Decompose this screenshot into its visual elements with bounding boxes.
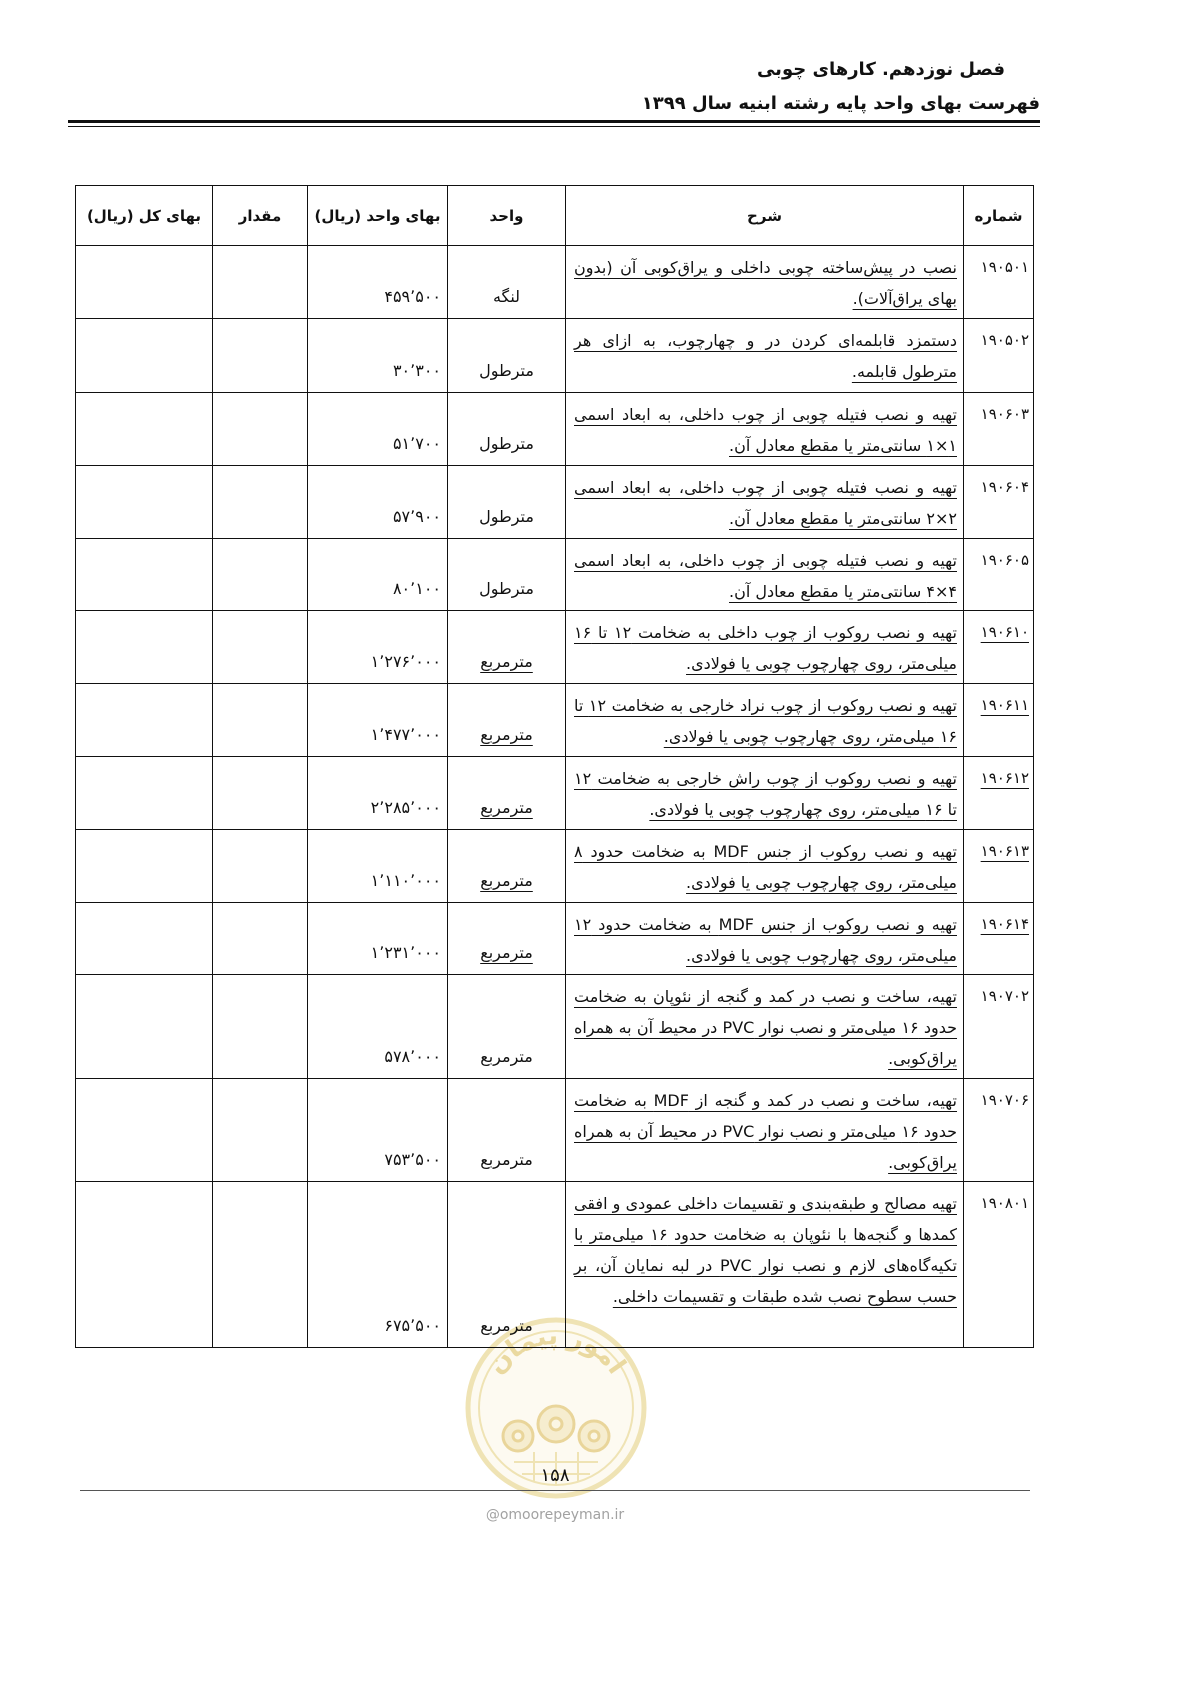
unit-price-cell	[308, 539, 448, 611]
unit-cell	[448, 1182, 566, 1348]
unit-price-text: ۱٬۱۱۰٬۰۰۰	[370, 871, 441, 890]
unit-price-text: ۸۰٬۱۰۰	[392, 579, 441, 598]
quantity-cell	[213, 684, 308, 757]
table-row	[76, 319, 1034, 393]
unit-price-text: ۳۰٬۳۰۰	[392, 361, 441, 380]
unit-price-text: ۱٬۲۳۱٬۰۰۰	[370, 943, 441, 962]
item-code-cell	[964, 757, 1034, 830]
description-cell	[566, 539, 964, 611]
table-row	[76, 757, 1034, 830]
description-text: تهیه و نصب روکوب از چوب راش خارجی به ضخامت ۱۲ تا ۱۶ میلی‌متر، روی چهارچوب چوبی یا فولادی.	[574, 769, 957, 819]
price-table	[75, 185, 1034, 1348]
item-code: ۱۹۰۸۰۱	[980, 1194, 1029, 1212]
description-cell	[566, 1182, 964, 1348]
quantity-cell	[213, 903, 308, 975]
total-price-cell	[76, 830, 213, 903]
table-row	[76, 393, 1034, 466]
unit-price-text: ۷۵۳٬۵۰۰	[384, 1150, 441, 1169]
description-cell	[566, 611, 964, 684]
unit-cell	[448, 611, 566, 684]
unit-price-cell	[308, 975, 448, 1079]
column-header-code: شماره	[964, 186, 1034, 246]
unit-price-text: ۲٬۲۸۵٬۰۰۰	[370, 798, 441, 817]
unit-price-cell	[308, 830, 448, 903]
item-code: ۱۹۰۶۰۴	[980, 478, 1029, 496]
column-header-quantity: مقدار	[213, 186, 308, 246]
total-price-cell	[76, 903, 213, 975]
unit-cell	[448, 466, 566, 539]
column-header-description: شرح	[566, 186, 964, 246]
unit-text: مترمربع	[480, 652, 533, 671]
quantity-cell	[213, 757, 308, 830]
column-header-total-price: بهای کل (ریال)	[76, 186, 213, 246]
item-code: ۱۹۰۶۱۲	[980, 769, 1029, 787]
chapter-title: فصل نوزدهم. کارهای چوبی	[756, 59, 1005, 80]
total-price-cell	[76, 757, 213, 830]
quantity-cell	[213, 466, 308, 539]
quantity-cell	[213, 1079, 308, 1182]
description-cell	[566, 1079, 964, 1182]
unit-text: مترمربع	[480, 871, 533, 890]
description-cell	[566, 393, 964, 466]
unit-price-cell	[308, 319, 448, 393]
description-cell	[566, 757, 964, 830]
unit-price-cell	[308, 611, 448, 684]
item-code-cell	[964, 975, 1034, 1079]
unit-text: مترطول	[479, 434, 534, 453]
unit-price-text: ۵۷۸٬۰۰۰	[384, 1047, 441, 1066]
description-cell	[566, 319, 964, 393]
total-price-cell	[76, 319, 213, 393]
table-row	[76, 1079, 1034, 1182]
item-code-cell	[964, 903, 1034, 975]
unit-price-text: ۱٬۲۷۶٬۰۰۰	[370, 652, 441, 671]
unit-cell	[448, 1079, 566, 1182]
item-code-cell	[964, 319, 1034, 393]
footer-page-number: ۱۵۸	[540, 1465, 570, 1486]
description-text: تهیه و نصب فتیله چوبی از چوب داخلی، به ابعاد اسمی ۱×۱ سانتی‌متر یا مقطع معادل آن.	[574, 405, 957, 455]
quantity-cell	[213, 830, 308, 903]
unit-price-cell	[308, 1182, 448, 1348]
unit-cell	[448, 975, 566, 1079]
unit-cell	[448, 830, 566, 903]
table-row	[76, 1182, 1034, 1348]
description-cell	[566, 466, 964, 539]
price-list-title: فهرست بهای واحد پایه رشته ابنیه سال ۱۳۹۹	[641, 93, 1040, 114]
header-rule-thin	[68, 126, 1040, 127]
seal-text-path: امور پیمان	[481, 1320, 632, 1380]
table-row	[76, 903, 1034, 975]
unit-cell	[448, 757, 566, 830]
item-code: ۱۹۰۶۱۳	[980, 842, 1029, 860]
description-cell	[566, 246, 964, 319]
description-cell	[566, 975, 964, 1079]
total-price-cell	[76, 539, 213, 611]
unit-text: لنگه	[492, 287, 521, 306]
description-cell	[566, 830, 964, 903]
unit-text: مترمربع	[480, 943, 533, 962]
quantity-cell	[213, 539, 308, 611]
table-row	[76, 684, 1034, 757]
table-row	[76, 830, 1034, 903]
item-code: ۱۹۰۶۱۴	[980, 915, 1029, 933]
header-rule-thick	[68, 120, 1040, 123]
unit-text: مترطول	[479, 507, 534, 526]
table-row	[76, 539, 1034, 611]
item-code-cell	[964, 539, 1034, 611]
item-code-cell	[964, 1182, 1034, 1348]
description-cell	[566, 684, 964, 757]
item-code: ۱۹۰۶۰۳	[980, 405, 1029, 423]
unit-text: مترمربع	[480, 798, 533, 817]
table-row	[76, 466, 1034, 539]
table-body	[76, 246, 1034, 1348]
item-code-cell	[964, 611, 1034, 684]
table-row	[76, 975, 1034, 1079]
unit-cell	[448, 684, 566, 757]
unit-price-text: ۵۷٬۹۰۰	[392, 507, 441, 526]
description-text: تهیه و نصب فتیله چوبی از چوب داخلی، به ابعاد اسمی ۴×۴ سانتی‌متر یا مقطع معادل آن.	[574, 551, 957, 601]
quantity-cell	[213, 393, 308, 466]
unit-text: مترمربع	[480, 1150, 533, 1169]
quantity-cell	[213, 975, 308, 1079]
total-price-cell	[76, 466, 213, 539]
total-price-cell	[76, 611, 213, 684]
unit-price-cell	[308, 466, 448, 539]
description-text: تهیه و نصب روکوب از جنس MDF به ضخامت حدود ۱۲ میلی‌متر، روی چهارچوب چوبی یا فولادی.	[574, 915, 957, 965]
table-header-row	[76, 186, 1034, 246]
description-text: تهیه و نصب روکوب از چوب داخلی به ضخامت ۱۲ تا ۱۶ میلی‌متر، روی چهارچوب چوبی یا فولادی.	[574, 623, 957, 673]
total-price-cell	[76, 1079, 213, 1182]
total-price-cell	[76, 975, 213, 1079]
unit-price-cell	[308, 684, 448, 757]
description-text: دستمزد قابلمه‌ای کردن در و چهارچوب، به ازای هر مترطول قابلمه.	[574, 331, 957, 381]
total-price-cell	[76, 246, 213, 319]
total-price-cell	[76, 684, 213, 757]
item-code-cell	[964, 1079, 1034, 1182]
unit-cell	[448, 319, 566, 393]
item-code-cell	[964, 393, 1034, 466]
item-code-cell	[964, 830, 1034, 903]
unit-cell	[448, 903, 566, 975]
unit-text: مترطول	[479, 361, 534, 380]
unit-price-cell	[308, 393, 448, 466]
item-code: ۱۹۰۵۰۱	[980, 258, 1029, 276]
quantity-cell	[213, 1182, 308, 1348]
unit-price-text: ۱٬۴۷۷٬۰۰۰	[370, 725, 441, 744]
table-row	[76, 611, 1034, 684]
quantity-cell	[213, 611, 308, 684]
unit-cell	[448, 539, 566, 611]
unit-cell	[448, 246, 566, 319]
unit-price-cell	[308, 757, 448, 830]
column-header-unit-price: بهای واحد (ریال)	[308, 186, 448, 246]
quantity-cell	[213, 246, 308, 319]
column-header-unit: واحد	[448, 186, 566, 246]
total-price-cell	[76, 1182, 213, 1348]
unit-price-text: ۴۵۹٬۵۰۰	[384, 287, 441, 306]
unit-cell	[448, 393, 566, 466]
unit-text: مترمربع	[480, 1047, 533, 1066]
item-code: ۱۹۰۷۰۶	[980, 1091, 1029, 1109]
item-code: ۱۹۰۶۱۰	[980, 623, 1029, 641]
description-cell	[566, 903, 964, 975]
unit-price-cell	[308, 1079, 448, 1182]
footer-rule	[80, 1490, 1030, 1491]
unit-text: مترمربع	[480, 725, 533, 744]
total-price-cell	[76, 393, 213, 466]
description-text: تهیه مصالح و طبقه‌بندی و تقسیمات داخلی عمودی و افقی کمدها و گنجه‌ها با نئوپان به ضخامت حدود ۱۶ میلی‌متر با تکیه‌گاه‌های لازم و نصب نوار PVC در لبه نمایان آن، بر حسب سطوح نصب شده طبقات و تقسیمات داخلی.	[574, 1194, 958, 1306]
quantity-cell	[213, 319, 308, 393]
item-code: ۱۹۰۷۰۲	[980, 987, 1029, 1005]
description-text: تهیه و نصب روکوب از جنس MDF به ضخامت حدود ۸ میلی‌متر، روی چهارچوب چوبی یا فولادی.	[574, 842, 957, 892]
footer-website: @omoorepeyman.ir	[485, 1507, 625, 1523]
unit-price-cell	[308, 903, 448, 975]
item-code: ۱۹۰۶۰۵	[980, 551, 1029, 569]
item-code-cell	[964, 466, 1034, 539]
item-code: ۱۹۰۵۰۲	[980, 331, 1029, 349]
unit-text: مترطول	[479, 579, 534, 598]
description-text: نصب در پیش‌ساخته چوبی داخلی و یراق‌کوبی آن (بدون بهای یراق‌آلات).	[574, 258, 957, 308]
unit-text: مترمربع	[480, 1316, 533, 1335]
unit-price-text: ۶۷۵٬۵۰۰	[384, 1316, 441, 1335]
unit-price-text: ۵۱٬۷۰۰	[392, 434, 441, 453]
description-text: تهیه، ساخت و نصب در کمد و گنجه از MDF به ضخامت حدود ۱۶ میلی‌متر و نصب نوار PVC در محیط آن به همراه یراق‌کوبی.	[574, 1091, 958, 1172]
unit-price-cell	[308, 246, 448, 319]
description-text: تهیه، ساخت و نصب در کمد و گنجه از نئوپان به ضخامت حدود ۱۶ میلی‌متر و نصب نوار PVC در محیط آن به همراه یراق‌کوبی.	[574, 987, 958, 1068]
item-code-cell	[964, 246, 1034, 319]
description-text: تهیه و نصب روکوب از چوب نراد خارجی به ضخامت ۱۲ تا ۱۶ میلی‌متر، روی چهارچوب چوبی یا فولادی.	[574, 696, 957, 746]
description-text: تهیه و نصب فتیله چوبی از چوب داخلی، به ابعاد اسمی ۲×۲ سانتی‌متر یا مقطع معادل آن.	[574, 478, 957, 528]
item-code-cell	[964, 684, 1034, 757]
table-row	[76, 246, 1034, 319]
item-code: ۱۹۰۶۱۱	[980, 696, 1029, 714]
